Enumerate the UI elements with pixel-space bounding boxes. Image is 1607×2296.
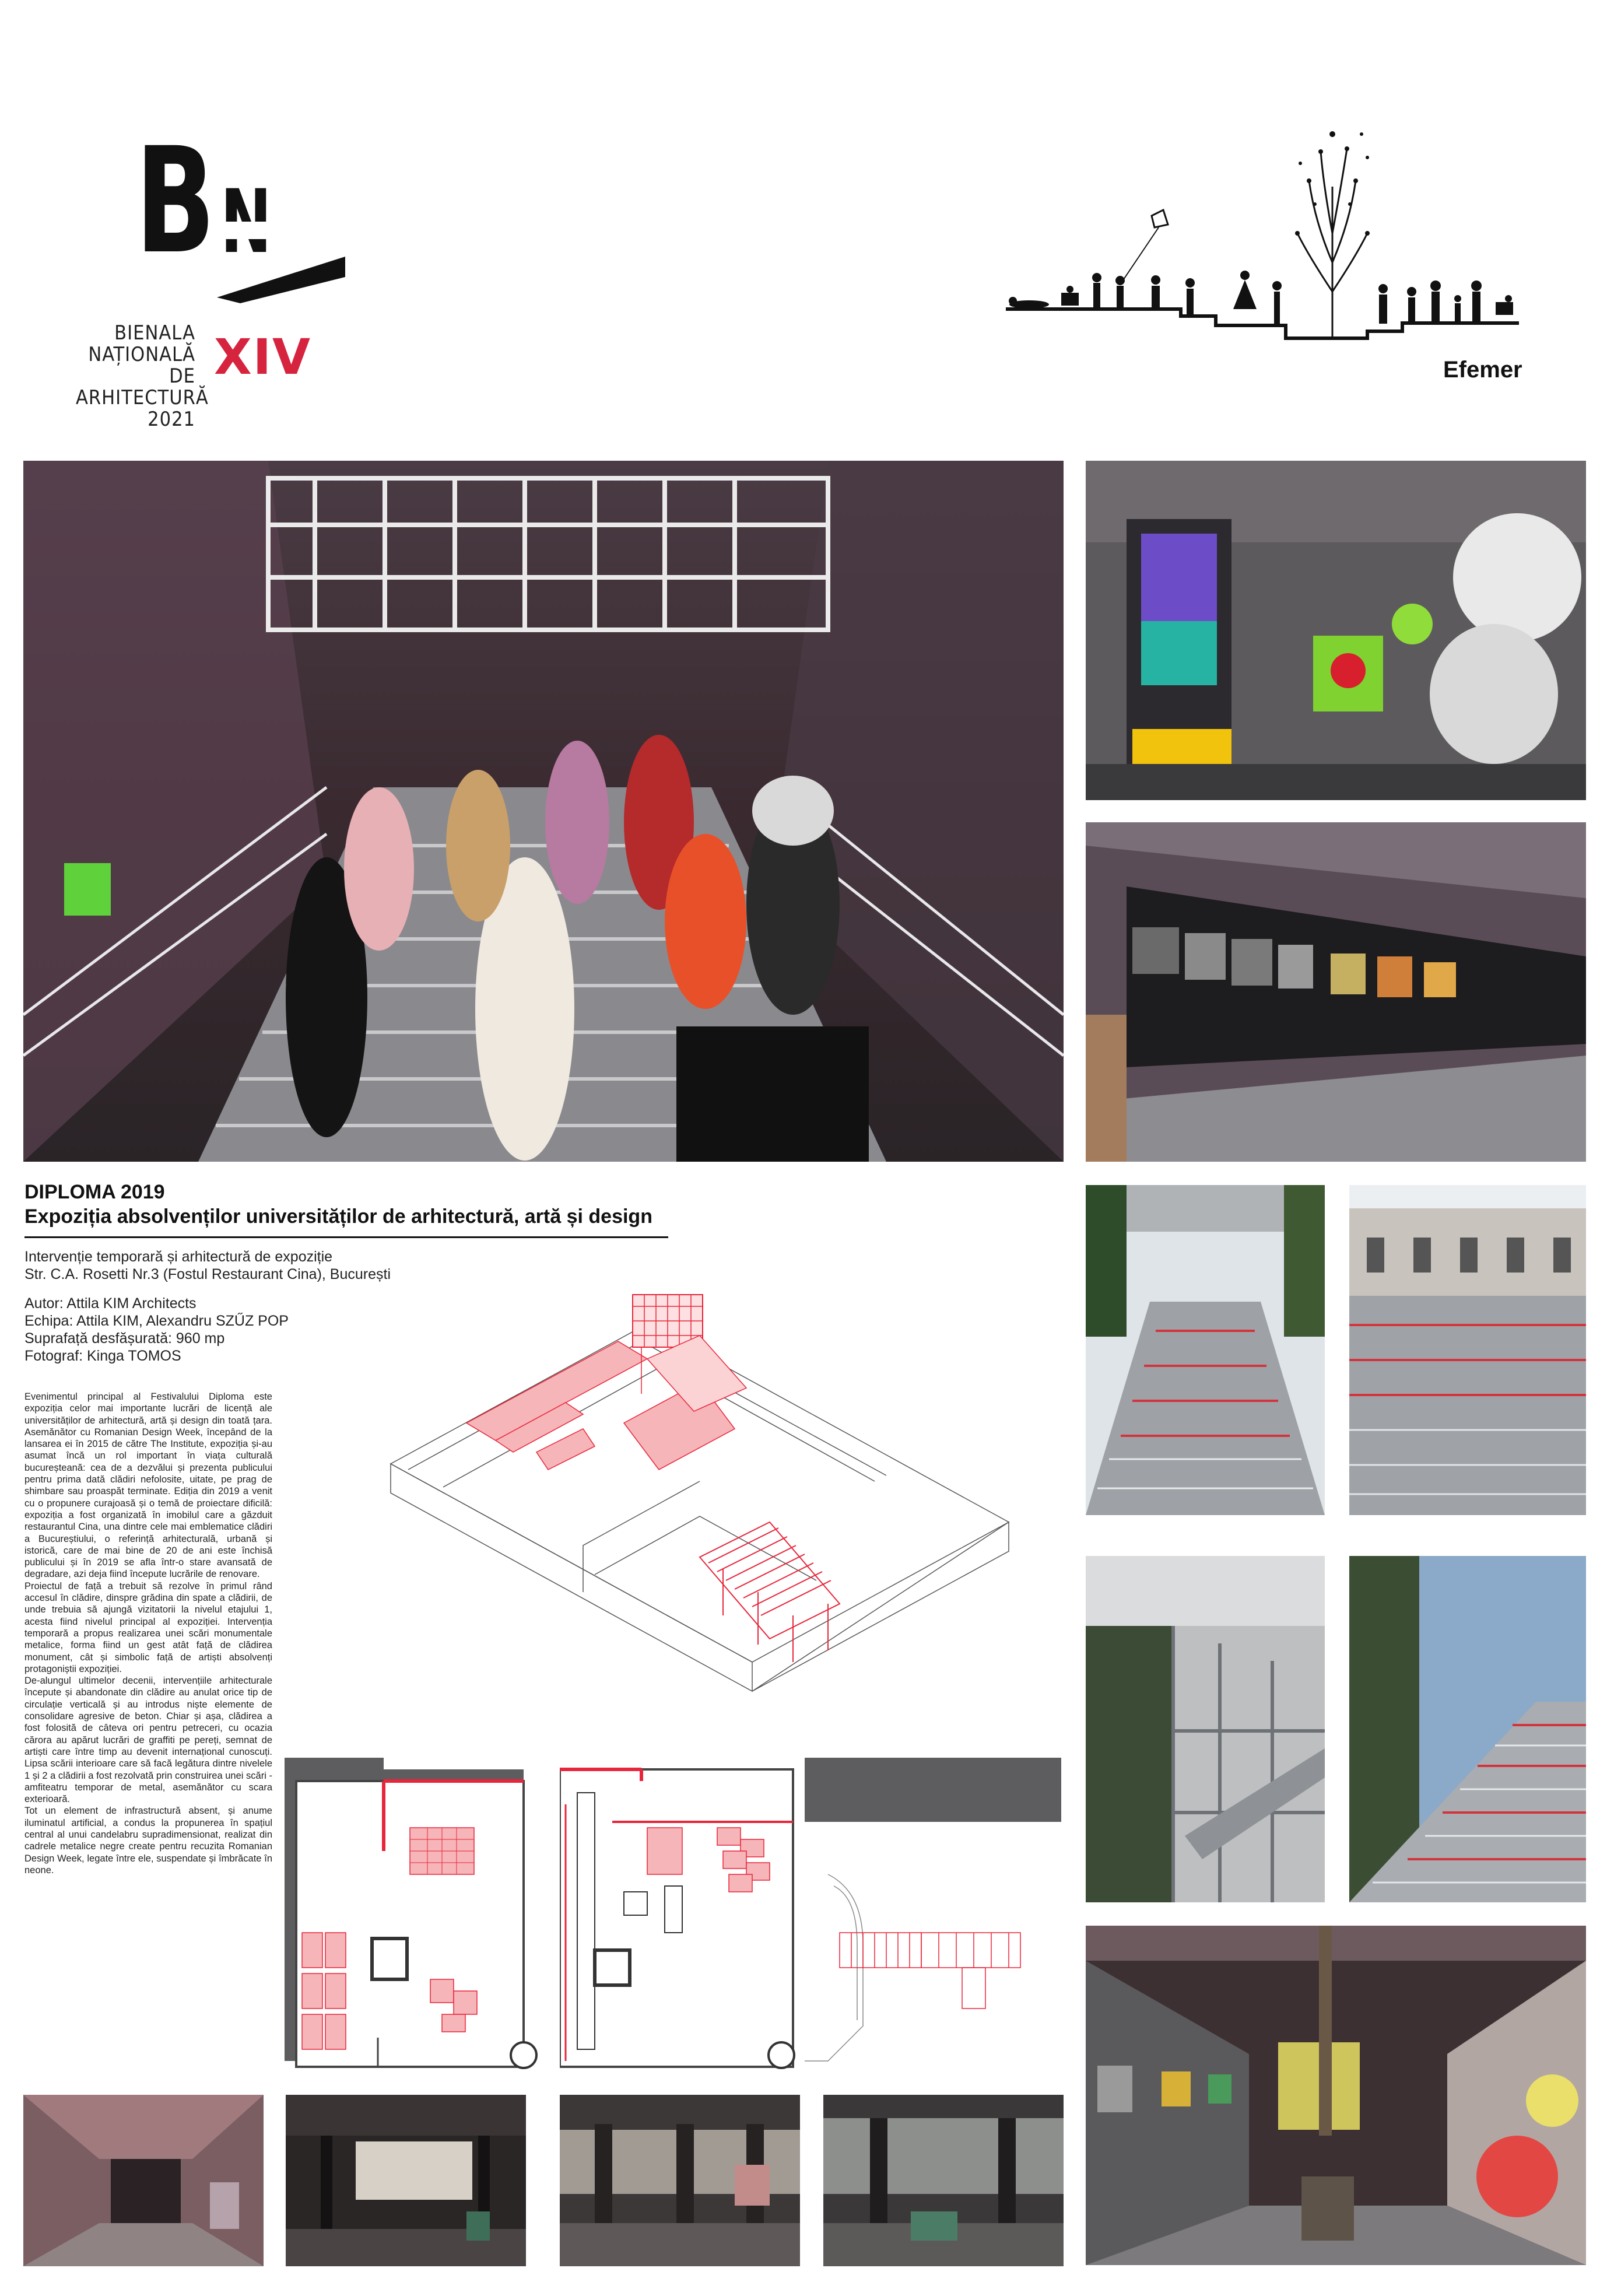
project-team: Echipa: Attila KIM, Alexandru SZŰZ POP (24, 1313, 289, 1329)
photo-exterior-stair-front (1086, 1185, 1325, 1515)
logo-subtitle (76, 321, 209, 431)
project-subtitle: Expoziția absolvenților universităților de arhitectură, artă și design (24, 1205, 652, 1228)
photo-graffiti-entrance (1086, 461, 1586, 800)
project-photographer: Fotograf: Kinga TOMOS (24, 1348, 181, 1364)
silhouette-stairs-illustration (1006, 117, 1525, 356)
logo-subtitle-line: BIENALA (114, 321, 195, 345)
project-type: Intervenție temporară și arhitectură de expoziție (24, 1249, 333, 1265)
photo-exterior-stair-side (1349, 1185, 1586, 1515)
logo-subtitle-line: ARHITECTURĂ (76, 386, 209, 409)
axonometric-drawing (373, 1289, 1015, 1697)
photo-stair-courtyard (1349, 1556, 1586, 1902)
project-author: Autor: Attila KIM Architects (24, 1295, 197, 1312)
photo-before-graffiti-room (823, 2095, 1064, 2266)
title-divider (24, 1236, 668, 1238)
floor-plan-ground (285, 1758, 541, 2073)
logo-letter-b: B (135, 116, 216, 286)
floor-plan-first (560, 1758, 1061, 2073)
photo-before-corridor (23, 2095, 264, 2266)
logo-letter-a-shape (217, 222, 345, 303)
project-area: Suprafață desfășurată: 960 mp (24, 1330, 225, 1347)
hero-photo-staircase-exhibition (23, 461, 1064, 1162)
photo-gallery-corridor (1086, 822, 1586, 1162)
photo-graffiti-hall (1086, 1926, 1586, 2265)
project-address: Str. C.A. Rosetti Nr.3 (Fostul Restaurant Cina), București (24, 1266, 391, 1282)
logo-subtitle-line: 2021 (148, 408, 195, 431)
logo-subtitle-line: DE (169, 364, 195, 388)
photo-before-columns (560, 2095, 800, 2266)
logo-subtitle-line: NAȚIONALĂ (88, 343, 195, 366)
photo-before-hall (286, 2095, 526, 2266)
section-label: Efemer (1443, 357, 1522, 383)
logo-edition: XIV (214, 328, 312, 385)
photo-stair-structure-underside (1086, 1556, 1325, 1902)
project-title: DIPLOMA 2019 (24, 1181, 165, 1203)
project-description: Evenimentul principal al Festivalului Diploma este expoziția celor mai importante lucrări de licență ale universităților de arhitectură, artă și design din toată țara. Asemănător cu Romanian Design Week, începând de la lansarea ei în 2015 de către The Institute, expoziția și-au asumat încă un rol important în viața culturală bucureșteană: cea de a dezvălui și prezenta publicului pentru prima dată clădiri nefolosite, uitate, pe prag de shimbare sau proaspăt terminate. Ediția din 2019 a venit cu o propunere curajoasă și o temă de proiectare dificilă: expoziția a fost organizată în imobilul care a găzduit restaurantul Cina, una dintre cele mai emblematice clădiri a Bucureștiului, o referință arhitecturală, urbană și istorică, care de mai bine de 20 de ani este închisă publicului și în 2019 se afla într-o stare avansată de degradare, azi deja fiind începute lucrările de renovare. Proiectul de față a trebuit să rezolve în primul rând accesul în clădire, dinspre grădina din spate a clădirii, de unde trebuia să ajungă vizitatorii la nivelul etajului 1, acesta fiind nivelul principal al expoziției. Intervenția temporară a propus realizarea unei scări monumentale metalice, forma fiind un gest atât față de clădirea monument, cât și simbolic față de artiști absolvenți protagoniștii expoziției. De-alungul ultimelor decenii, intervențiile arhitecturale începute și abandonate din clădire au anulat orice tip de circulație verticală și au introdus niște elemente de consolidare agresive de beton. Chiar și așa, clădirea a fost folosită de câteva ori pentru petreceri, cu ocazia cărora au apărut lucrări de graffiti pe pereți, semnat de artiști care între timp au devenit internațional cunoscuți. Lipsa scării interioare care să facă legătura dintre nivelele 1 și 2 a clădirii a fost rezolvată prin construirea unei scări - amfiteatru temporar de metal, asemănător cu scara exterioară. Tot un element de infrastructură absent, și anume iluminatul artificial, a condus la propunerea în spațiul central al unui candelabru supradimensionat, realizat din cadrele metalice negre create pentru recuzita Romanian Design Week, legate între ele, suspendate și îmbrăcate în neone. (24, 1391, 272, 1876)
